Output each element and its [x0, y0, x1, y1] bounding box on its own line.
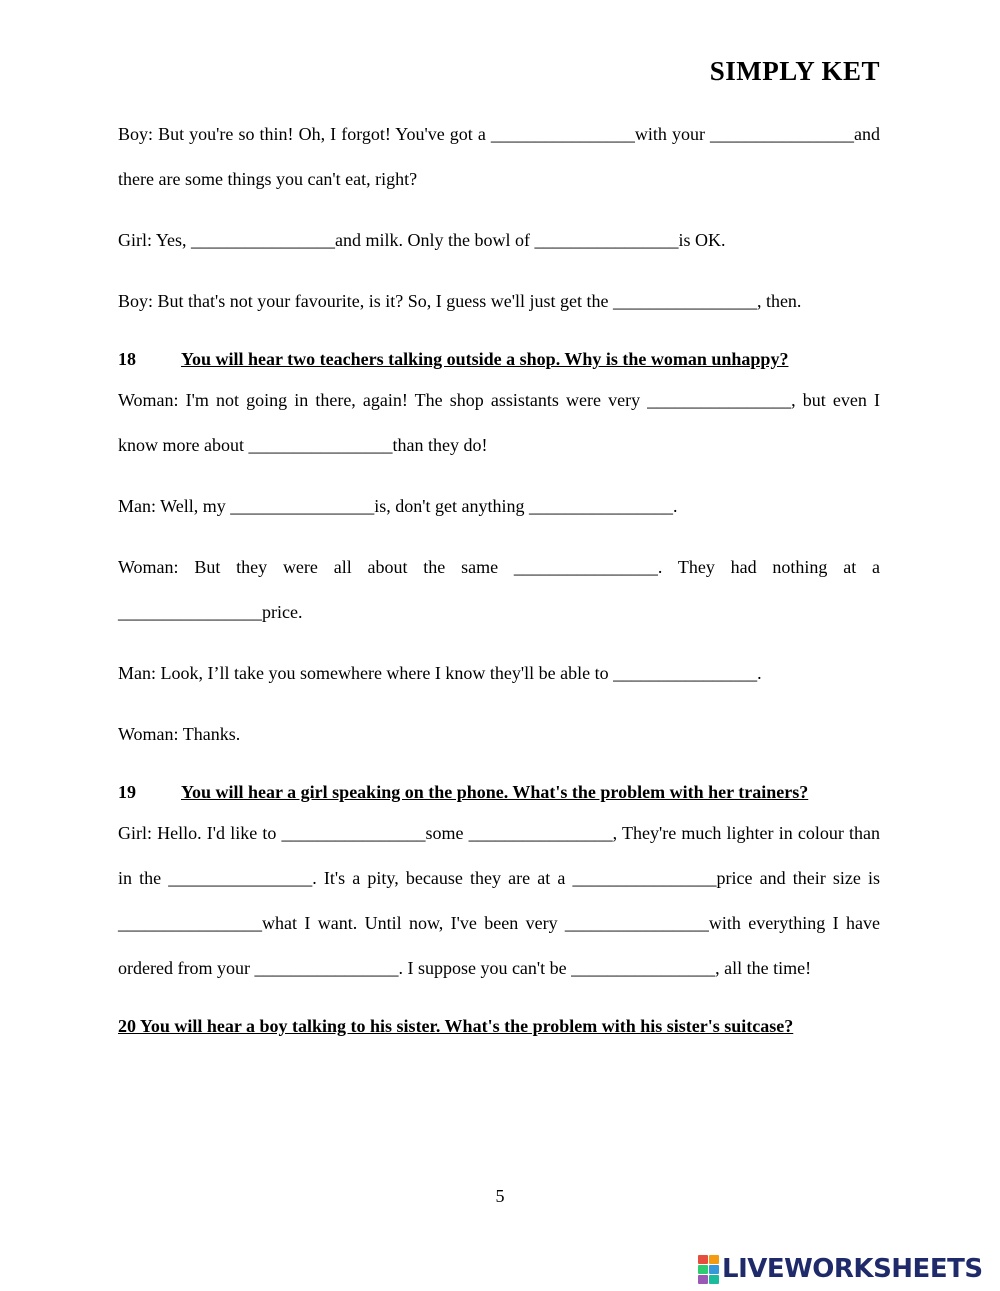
paragraph-boy-1: Boy: But you're so thin! Oh, I forgot! You've got a ________________with your ________________and there are some things you can't eat, right? — [118, 124, 880, 189]
logo-block — [698, 1275, 708, 1284]
liveworksheets-logo[interactable] — [698, 1254, 983, 1284]
q18-line-man-1: Man: Well, my ________________is, don't get anything ________________. — [118, 496, 678, 516]
question-19-number: 19 — [118, 782, 136, 802]
question-20-heading: 20 You will hear a boy talking to his sister. What's the problem with his sister's suitcase? — [118, 1016, 794, 1036]
logo-text: LIVEWORKSHEETS — [722, 1254, 983, 1284]
logo-block — [698, 1255, 708, 1264]
logo-block — [709, 1275, 719, 1284]
q18-line-woman-3: Woman: Thanks. — [118, 724, 241, 744]
logo-block — [698, 1265, 708, 1274]
q18-line-man-2: Man: Look, I’ll take you somewhere where I know they'll be able to ________________. — [118, 663, 762, 683]
logo-block — [709, 1255, 719, 1264]
worksheet-body — [118, 112, 880, 1045]
liveworksheets-logo-icon — [698, 1255, 719, 1284]
paragraph-boy-2: Boy: But that's not your favourite, is it? So, I guess we'll just get the ________________, then. — [118, 291, 802, 311]
paragraph-girl-1: Girl: Yes, ________________and milk. Only the bowl of ________________is OK. — [118, 230, 726, 250]
question-19-title: You will hear a girl speaking on the phone. What's the problem with her trainers? — [181, 782, 809, 802]
question-18-title: You will hear two teachers talking outside a shop. Why is the woman unhappy? — [181, 349, 789, 369]
document-header-title: SIMPLY KET — [709, 56, 880, 86]
q18-line-woman-1: Woman: I'm not going in there, again! The shop assistants were very ________________, but even I know more about ________________than they do! — [118, 390, 880, 455]
q18-line-woman-2: Woman: But they were all about the same ________________. They had nothing at a ________________price. — [118, 557, 880, 622]
question-18-heading — [118, 340, 880, 378]
question-18-number: 18 — [118, 349, 136, 369]
logo-block — [709, 1265, 719, 1274]
page-number: 5 — [495, 1186, 505, 1206]
question-19-heading — [118, 773, 880, 811]
q19-line-girl: Girl: Hello. I'd like to ________________some ________________, They're much lighter in colour than in the ________________. It's a pity, because they are at a ________________price and their size is ________________what I want. Until now, I've been very ________________with everything I have ordered from your ________________. I suppose you can't be ________________, all the time! — [118, 823, 880, 978]
